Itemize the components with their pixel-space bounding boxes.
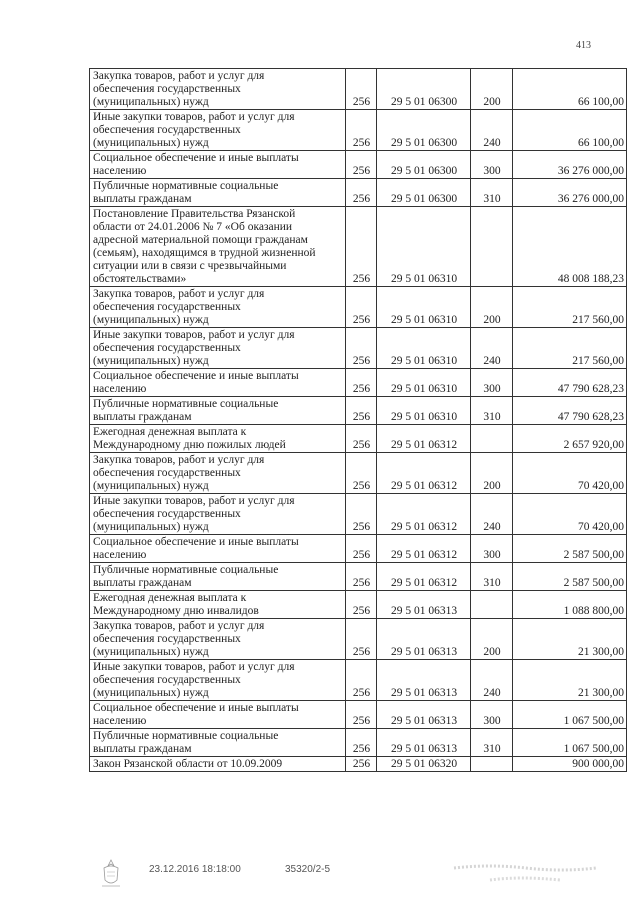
row-amount: 70 420,00: [513, 453, 627, 494]
row-description: [90, 69, 346, 110]
row-code: 256: [346, 397, 377, 425]
row-description: [90, 729, 346, 757]
description-line: населению: [93, 549, 147, 561]
description-line: области от 24.01.2006 № 7 «Об оказании: [93, 221, 293, 233]
row-expense-type: 300: [471, 151, 513, 179]
description-line: выплаты гражданам: [93, 743, 192, 755]
description-line: Ежегодная денежная выплата к: [93, 426, 247, 438]
row-code: 256: [346, 701, 377, 729]
table-row: [90, 328, 627, 369]
row-amount: 900 000,00: [513, 757, 627, 772]
table-row: [90, 535, 627, 563]
description-line: Публичные нормативные социальные: [93, 564, 279, 576]
row-article: 29 5 01 06313: [377, 701, 471, 729]
row-amount: 70 420,00: [513, 494, 627, 535]
budget-table: [89, 68, 627, 772]
description-line: выплаты гражданам: [93, 411, 192, 423]
row-description: [90, 207, 346, 287]
description-line: обеспечения государственных: [93, 83, 241, 95]
row-article: 29 5 01 06310: [377, 207, 471, 287]
description-line: (муниципальных) нужд: [93, 355, 209, 367]
description-line: обстоятельствами»: [93, 273, 187, 285]
table-row: [90, 179, 627, 207]
row-amount: 66 100,00: [513, 110, 627, 151]
table-row: [90, 757, 627, 772]
row-amount: 217 560,00: [513, 287, 627, 328]
emblem-icon: [98, 858, 124, 890]
description-line: адресной материальной помощи гражданам: [93, 234, 308, 246]
description-line: (муниципальных) нужд: [93, 137, 209, 149]
row-code: 256: [346, 179, 377, 207]
row-code: 256: [346, 287, 377, 328]
table-row: [90, 397, 627, 425]
row-expense-type: [471, 425, 513, 453]
row-article: 29 5 01 06300: [377, 69, 471, 110]
row-article: 29 5 01 06300: [377, 151, 471, 179]
description-line: Закупка товаров, работ и услуг для: [93, 454, 265, 466]
row-amount: 2 587 500,00: [513, 563, 627, 591]
description-line: обеспечения государственных: [93, 674, 241, 686]
row-article: 29 5 01 06312: [377, 494, 471, 535]
row-amount: 217 560,00: [513, 328, 627, 369]
row-description: [90, 369, 346, 397]
description-line: обеспечения государственных: [93, 301, 241, 313]
row-description: [90, 328, 346, 369]
table-row: [90, 151, 627, 179]
row-article: 29 5 01 06320: [377, 757, 471, 772]
row-code: 256: [346, 660, 377, 701]
page-number: 413: [576, 40, 591, 51]
description-line: Иные закупки товаров, работ и услуг для: [93, 495, 295, 507]
description-line: Иные закупки товаров, работ и услуг для: [93, 661, 295, 673]
row-code: 256: [346, 619, 377, 660]
description-line: Постановление Правительства Рязанской: [93, 208, 296, 220]
row-article: 29 5 01 06312: [377, 425, 471, 453]
row-expense-type: 200: [471, 287, 513, 328]
row-expense-type: 200: [471, 69, 513, 110]
table-row: [90, 619, 627, 660]
table-row: [90, 207, 627, 287]
description-line: Ежегодная денежная выплата к: [93, 592, 247, 604]
row-article: 29 5 01 06310: [377, 397, 471, 425]
table-row: [90, 701, 627, 729]
row-amount: 47 790 628,23: [513, 397, 627, 425]
row-article: 29 5 01 06310: [377, 328, 471, 369]
row-code: 256: [346, 563, 377, 591]
row-description: [90, 453, 346, 494]
row-description: [90, 494, 346, 535]
row-description: [90, 179, 346, 207]
description-line: населению: [93, 165, 147, 177]
description-line: Социальное обеспечение и иные выплаты: [93, 370, 299, 382]
description-line: (муниципальных) нужд: [93, 646, 209, 658]
row-code: 256: [346, 69, 377, 110]
row-description: [90, 110, 346, 151]
row-amount: 21 300,00: [513, 619, 627, 660]
row-code: 256: [346, 729, 377, 757]
description-line: Иные закупки товаров, работ и услуг для: [93, 111, 295, 123]
description-line: Социальное обеспечение и иные выплаты: [93, 702, 299, 714]
description-line: Социальное обеспечение и иные выплаты: [93, 536, 299, 548]
description-line: Международному дню инвалидов: [93, 605, 259, 617]
description-line: Закупка товаров, работ и услуг для: [93, 620, 265, 632]
description-line: выплаты гражданам: [93, 193, 192, 205]
table-row: [90, 494, 627, 535]
description-line: обеспечения государственных: [93, 467, 241, 479]
description-line: (муниципальных) нужд: [93, 521, 209, 533]
description-line: населению: [93, 383, 147, 395]
table-row: [90, 369, 627, 397]
row-article: 29 5 01 06313: [377, 660, 471, 701]
row-description: [90, 701, 346, 729]
table-row: [90, 591, 627, 619]
row-code: 256: [346, 535, 377, 563]
description-line: (муниципальных) нужд: [93, 687, 209, 699]
budget-table-body: [90, 69, 627, 772]
table-row: [90, 287, 627, 328]
page-footer: [0, 858, 640, 898]
description-line: обеспечения государственных: [93, 124, 241, 136]
description-line: Международному дню пожилых людей: [93, 439, 286, 451]
row-expense-type: 240: [471, 110, 513, 151]
description-line: обеспечения государственных: [93, 508, 241, 520]
row-expense-type: 200: [471, 453, 513, 494]
description-line: обеспечения государственных: [93, 633, 241, 645]
row-expense-type: [471, 757, 513, 772]
row-expense-type: 310: [471, 179, 513, 207]
description-line: ситуации или в связи с чрезвычайными: [93, 260, 287, 272]
row-article: 29 5 01 06310: [377, 369, 471, 397]
row-description: [90, 535, 346, 563]
row-description: [90, 397, 346, 425]
row-article: 29 5 01 06300: [377, 110, 471, 151]
table-row: [90, 425, 627, 453]
table-row: [90, 110, 627, 151]
row-article: 29 5 01 06312: [377, 563, 471, 591]
row-code: 256: [346, 494, 377, 535]
description-line: Социальное обеспечение и иные выплаты: [93, 152, 299, 164]
description-line: (семьям), находящимся в трудной жизненной: [93, 247, 316, 259]
row-expense-type: 300: [471, 701, 513, 729]
stamp-mark: [450, 860, 600, 886]
row-code: 256: [346, 591, 377, 619]
description-line: Закупка товаров, работ и услуг для: [93, 288, 265, 300]
row-amount: 1 088 800,00: [513, 591, 627, 619]
description-line: населению: [93, 715, 147, 727]
table-row: [90, 563, 627, 591]
row-code: 256: [346, 757, 377, 772]
row-article: 29 5 01 06312: [377, 453, 471, 494]
row-amount: 48 008 188,23: [513, 207, 627, 287]
row-article: 29 5 01 06310: [377, 287, 471, 328]
row-amount: 36 276 000,00: [513, 151, 627, 179]
row-description: [90, 563, 346, 591]
row-amount: 2 657 920,00: [513, 425, 627, 453]
description-line: выплаты гражданам: [93, 577, 192, 589]
row-amount: 1 067 500,00: [513, 701, 627, 729]
table-row: [90, 660, 627, 701]
row-code: 256: [346, 207, 377, 287]
row-expense-type: 240: [471, 328, 513, 369]
table-row: [90, 453, 627, 494]
row-amount: 66 100,00: [513, 69, 627, 110]
row-code: 256: [346, 425, 377, 453]
row-code: 256: [346, 369, 377, 397]
row-expense-type: 240: [471, 660, 513, 701]
row-expense-type: [471, 207, 513, 287]
row-code: 256: [346, 110, 377, 151]
row-description: [90, 151, 346, 179]
row-article: 29 5 01 06313: [377, 729, 471, 757]
row-expense-type: 300: [471, 535, 513, 563]
row-expense-type: 310: [471, 563, 513, 591]
footer-doc-number: 35320/2-5: [285, 864, 331, 875]
row-article: 29 5 01 06313: [377, 591, 471, 619]
table-row: [90, 69, 627, 110]
footer-timestamp: 23.12.2016 18:18:00: [149, 864, 241, 875]
row-description: [90, 425, 346, 453]
row-code: 256: [346, 328, 377, 369]
row-amount: 2 587 500,00: [513, 535, 627, 563]
table-row: [90, 729, 627, 757]
row-article: 29 5 01 06313: [377, 619, 471, 660]
row-expense-type: 310: [471, 397, 513, 425]
row-description: [90, 591, 346, 619]
row-article: 29 5 01 06300: [377, 179, 471, 207]
row-expense-type: 240: [471, 494, 513, 535]
row-expense-type: 310: [471, 729, 513, 757]
description-line: (муниципальных) нужд: [93, 480, 209, 492]
row-amount: 47 790 628,23: [513, 369, 627, 397]
row-code: 256: [346, 151, 377, 179]
row-expense-type: 200: [471, 619, 513, 660]
description-line: Публичные нормативные социальные: [93, 730, 279, 742]
row-amount: 1 067 500,00: [513, 729, 627, 757]
description-line: Публичные нормативные социальные: [93, 180, 279, 192]
row-amount: 21 300,00: [513, 660, 627, 701]
description-line: (муниципальных) нужд: [93, 96, 209, 108]
description-line: обеспечения государственных: [93, 342, 241, 354]
description-line: Закупка товаров, работ и услуг для: [93, 70, 265, 82]
description-line: (муниципальных) нужд: [93, 314, 209, 326]
description-line: Закон Рязанской области от 10.09.2009: [93, 758, 283, 770]
row-code: 256: [346, 453, 377, 494]
row-expense-type: [471, 591, 513, 619]
row-description: [90, 660, 346, 701]
row-description: [90, 757, 346, 772]
description-line: Иные закупки товаров, работ и услуг для: [93, 329, 295, 341]
row-description: [90, 287, 346, 328]
description-line: Публичные нормативные социальные: [93, 398, 279, 410]
row-amount: 36 276 000,00: [513, 179, 627, 207]
row-expense-type: 300: [471, 369, 513, 397]
row-description: [90, 619, 346, 660]
row-article: 29 5 01 06312: [377, 535, 471, 563]
